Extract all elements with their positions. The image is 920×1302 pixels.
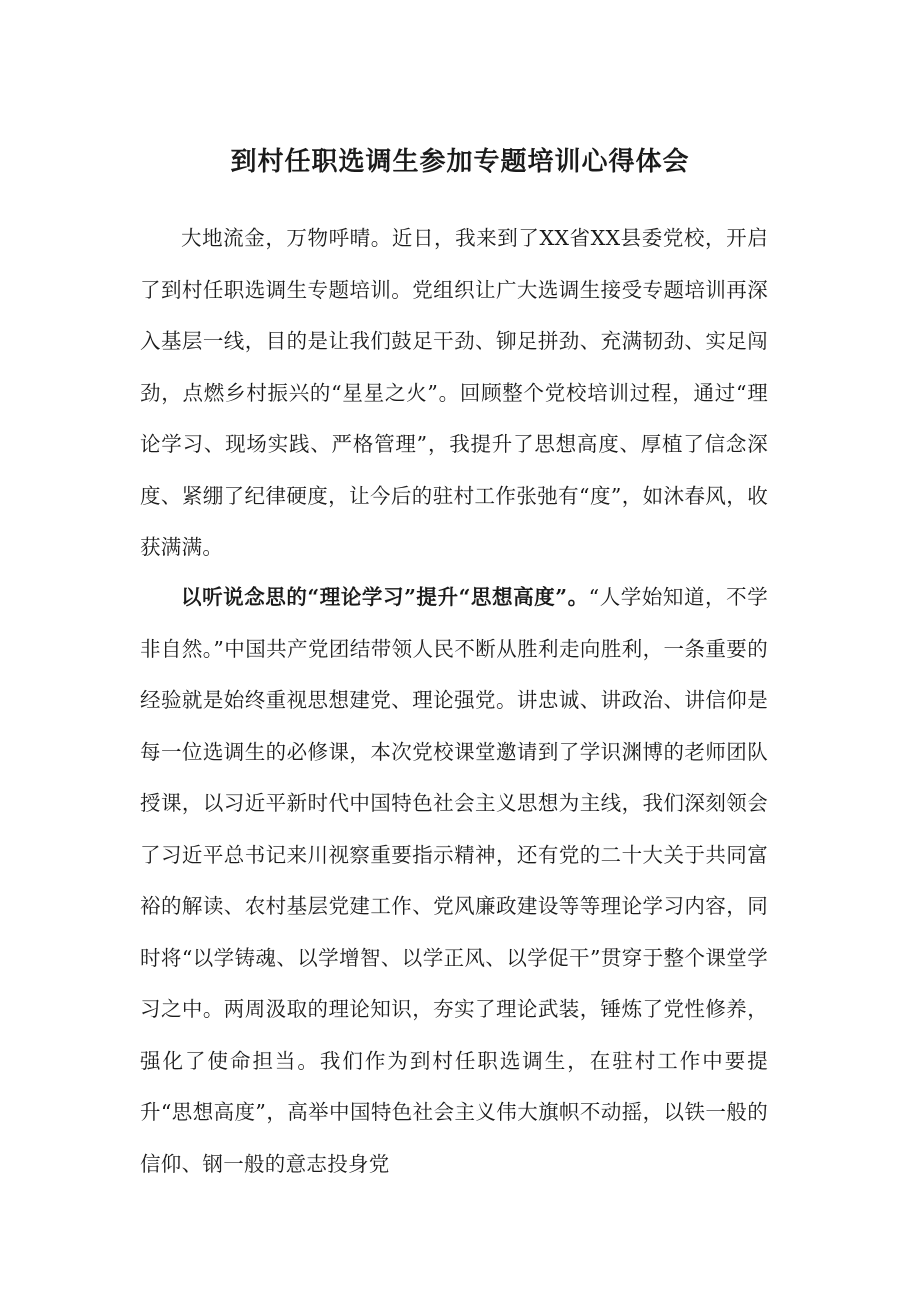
paragraph-theory-study-text: “人学始知道，不学非自然。”中国共产党团结带领人民不断从胜利走向胜利，一条重要的经验就是始终重视思想建党、理论强党。讲忠诚、讲政治、讲信仰是每一位选调生的必修课，本次党校课堂邀请到了学识渊博的老师团队授课，以习近平新时代中国特色社会主义思想为主线，我们深刻领会了习近平总书记来川视察重要指示精神，还有党的二十大关于共同富裕的解读、农村基层党建工作、党风廉政建设等等理论学习内容，同时将“以学铸魂、以学增智、以学正风、以学促干”贯穿于整个课堂学习之中。两周汲取的理论知识，夯实了理论武装，锤炼了党性修养，强化了使命担当。我们作为到村任职选调生，在驻村工作中要提升“思想高度”，高举中国特色社会主义伟大旗帜不动摇，以铁一般的信仰、钢一般的意志投身党: [140, 585, 768, 1176]
paragraph-theory-study-heading: 以听说念思的“理论学习”提升“思想高度”。: [181, 585, 589, 609]
paragraph-intro: [140, 213, 768, 574]
paragraph-intro-text: 大地流金，万物呼晴。近日，我来到了XX省XX县委党校，开启了到村任职选调生专题培训。党组织让广大选调生接受专题培训再深入基层一线，目的是让我们鼓足干劲、铆足拼劲、充满韧劲、实足闯劲，点燃乡村振兴的“星星之火”。回顾整个党校培训过程，通过“理论学习、现场实践、严格管理”，我提升了思想高度、厚植了信念深度、紧绷了纪律硬度，让今后的驻村工作张弛有“度”，如沐春风，收获满满。: [140, 226, 768, 559]
paragraph-theory-study: [140, 572, 768, 1190]
document-title: 到村任职选调生参加专题培训心得体会: [230, 147, 690, 177]
